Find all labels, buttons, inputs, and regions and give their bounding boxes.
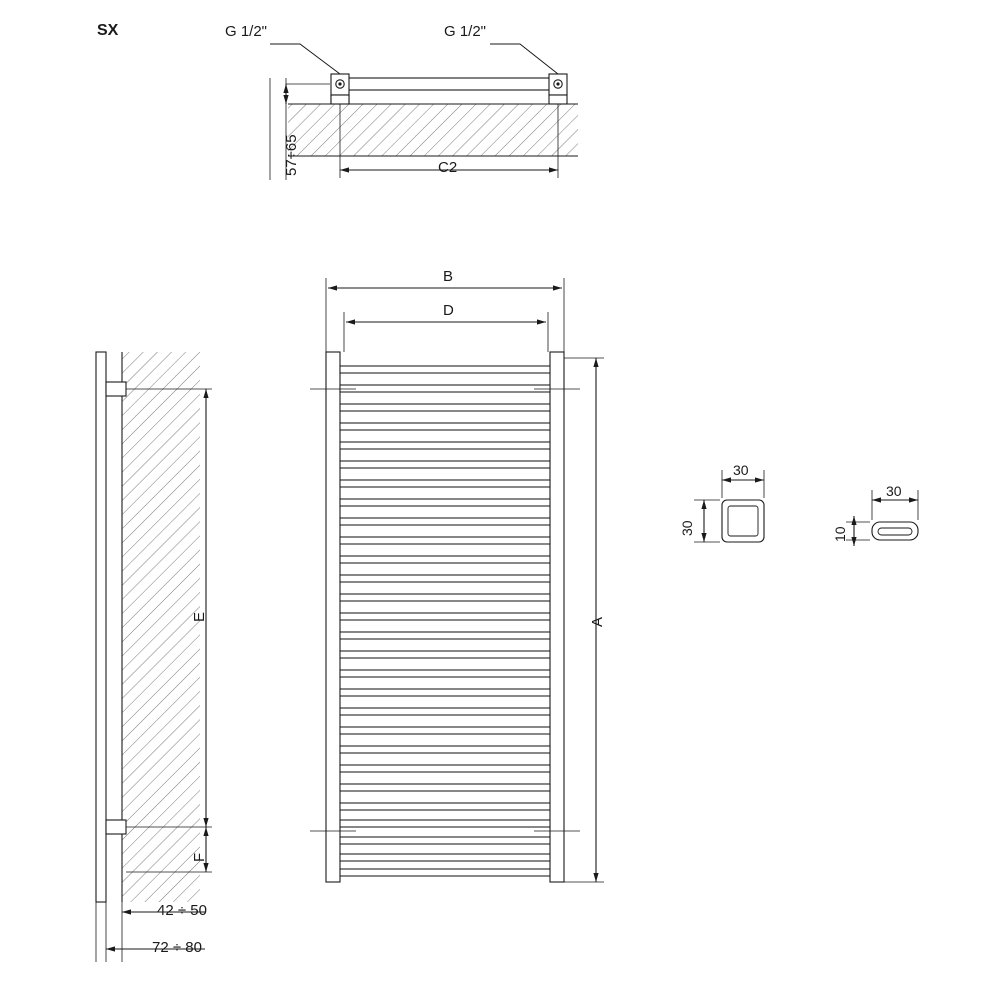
dimension-a: A [589, 616, 606, 627]
front-view [310, 278, 604, 882]
depth-dimension-large: 72 ÷ 80 [152, 939, 202, 956]
dimension-d: D [443, 302, 454, 319]
collector-height-dimension: 30 [679, 520, 695, 536]
dimension-b: B [443, 268, 454, 285]
connection-label-right: G 1/2" [444, 23, 487, 40]
connection-label-left: G 1/2" [225, 23, 268, 40]
top-connection-view [270, 44, 578, 180]
wall-offset-dimension: 57÷65 [283, 134, 300, 176]
dimension-f: F [191, 852, 208, 862]
rail-width-dimension: 30 [886, 483, 902, 499]
rail-height-dimension: 10 [832, 526, 848, 542]
collector-profile-view [694, 470, 764, 542]
sheet-title: SX [97, 22, 119, 39]
tube-profile-view [846, 490, 918, 546]
dimension-e: E [191, 611, 208, 622]
depth-dimension-small: 42 ÷ 50 [157, 902, 207, 919]
collector-width-dimension: 30 [733, 462, 749, 478]
dimension-c2: C2 [438, 159, 458, 176]
side-section-view [96, 352, 212, 962]
